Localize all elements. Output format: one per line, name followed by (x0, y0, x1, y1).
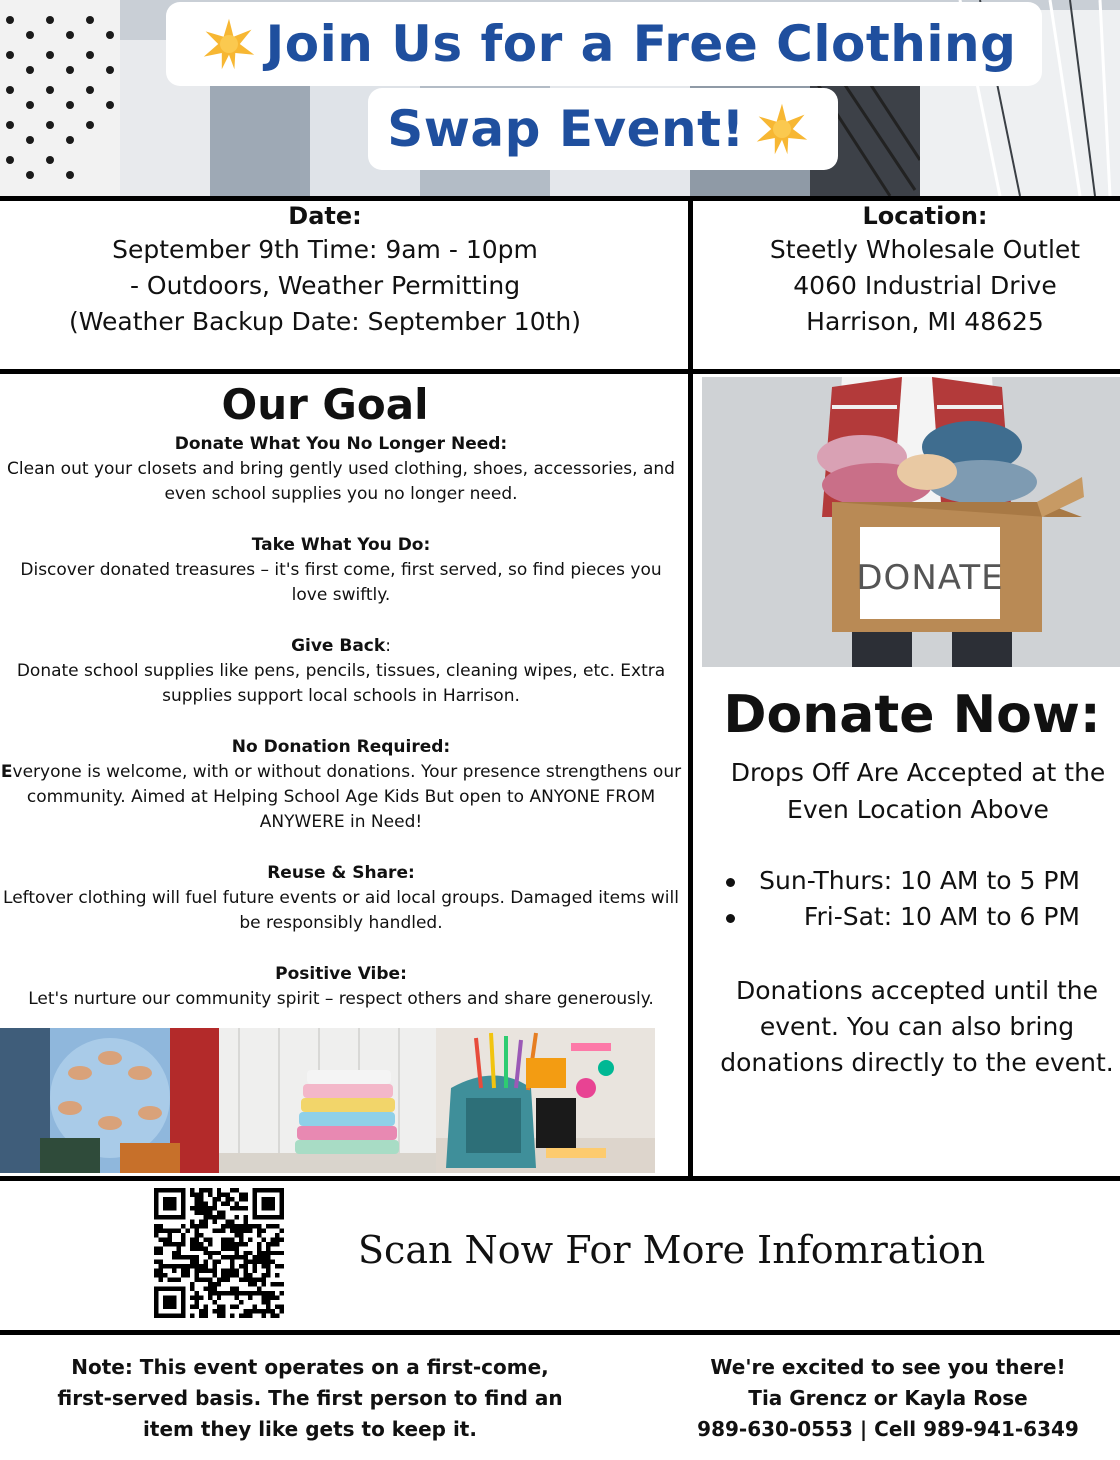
footer-note (40, 1352, 580, 1445)
goal-section (0, 735, 682, 835)
accepted-line: donations directly to the event. (720, 1048, 1114, 1077)
goal-section-body: Discover donated treasures – it's first come, first served, so find pieces you love swiftly. (20, 560, 662, 605)
goal-section (0, 861, 682, 936)
goal-section-body: Clean out your closets and bring gently used clothing, shoes, accessories, and even school supplies you no longer need. (7, 459, 675, 504)
donate-box-illustration (702, 377, 1120, 667)
goal-section-body: Donate school supplies like pens, pencils, tissues, cleaning wipes, etc. Extra supplies support local schools in Harrison. (16, 661, 666, 706)
goal-section-heading-suffix: : (385, 636, 391, 656)
goal-list (0, 432, 682, 1038)
bullet-icon (726, 878, 735, 887)
donations-accepted-info (712, 973, 1120, 1081)
drop-off-line: Drops Off Are Accepted at the (730, 758, 1106, 787)
school-supplies-photo (436, 1028, 655, 1173)
footer-contact-line: Tia Grencz or Kayla Rose (748, 1386, 1028, 1410)
location-block (718, 200, 1120, 340)
date-line: - Outdoors, Weather Permitting (129, 271, 521, 300)
donate-box-photo (702, 377, 1120, 667)
footer-note-line: Note: This event operates on a first-come, (71, 1355, 549, 1379)
event-title-line-1: Join Us for a Free Clothing (265, 15, 1017, 73)
goal-section-body-lead: E (0, 762, 13, 782)
footer-contact (680, 1352, 1096, 1445)
hours-text: Fri-Sat: 10 AM to 6 PM (803, 902, 1080, 931)
divider-scan-bottom (0, 1330, 1120, 1335)
date-heading: Date: (288, 202, 362, 230)
footer-note-line: item they like gets to keep it. (143, 1417, 477, 1441)
accepted-line: Donations accepted until the (736, 976, 1098, 1005)
goal-section-body: Leftover clothing will fuel future events or aid local groups. Damaged items will be responsibly handled. (3, 888, 679, 933)
header-banner (0, 0, 1120, 196)
star-icon (755, 102, 809, 156)
donate-now-title: Donate Now: (723, 685, 1101, 745)
goal-section (0, 634, 682, 709)
goal-section-body-text: veryone is welcome, with or without donations. Your presence strengthens our community. Aimed at Helping School Age Kids But open to ANYONE FROM ANYWERE in Need! (12, 762, 682, 832)
goal-title: Our Goal (221, 380, 429, 429)
hours-text: Sun-Thurs: 10 AM to 5 PM (759, 866, 1080, 895)
bullet-icon (726, 914, 735, 923)
location-line: Harrison, MI 48625 (806, 307, 1044, 336)
date-line: (Weather Backup Date: September 10th) (68, 307, 581, 336)
goal-section-heading-text: Give Back (291, 636, 386, 656)
goal-section-body: Let's nurture our community spirit – respect others and share generously. (28, 989, 654, 1009)
event-title-line-2: Swap Event! (387, 100, 745, 158)
goal-section-heading: Take What You Do: (251, 535, 431, 555)
title-line-2-box (368, 88, 838, 170)
divider-info (0, 369, 1120, 374)
drop-off-info (712, 754, 1120, 828)
hours-item (722, 899, 1120, 935)
goal-section-body (0, 760, 682, 835)
goal-section-heading: No Donation Required: (231, 737, 451, 757)
goal-section-heading: Positive Vibe: (275, 964, 407, 984)
hours-item (722, 863, 1120, 899)
location-heading: Location: (862, 202, 988, 230)
divider-mid-vertical (688, 201, 693, 1177)
goal-section-heading: Reuse & Share: (267, 863, 415, 883)
goal-section (0, 432, 682, 507)
goal-section-heading (0, 634, 682, 659)
location-line: 4060 Industrial Drive (793, 271, 1057, 300)
date-block (0, 200, 650, 340)
footer-contact-line: We're excited to see you there! (710, 1355, 1066, 1379)
goal-section-heading: Donate What You No Longer Need: (174, 434, 508, 454)
divider-content-bottom (0, 1176, 1120, 1181)
date-line: September 9th Time: 9am - 10pm (112, 235, 538, 264)
title-line-1-box (166, 2, 1042, 86)
location-line: Steetly Wholesale Outlet (769, 235, 1081, 264)
scan-prompt: Scan Now For More Infomration (358, 1228, 986, 1272)
goal-section (0, 962, 682, 1012)
footer-note-line: first-served basis. The first person to find an (57, 1386, 563, 1410)
qr-code[interactable] (154, 1188, 284, 1318)
footer-contact-line: 989-630-0553 | Cell 989-941-6349 (697, 1417, 1079, 1441)
drop-off-line: Even Location Above (787, 795, 1049, 824)
star-icon (202, 17, 256, 71)
goal-section (0, 533, 682, 608)
donate-box-label: DONATE (856, 558, 1004, 598)
folded-clothes-photo (219, 1028, 436, 1173)
accepted-line: event. You can also bring (759, 1012, 1075, 1041)
drop-off-hours (722, 863, 1120, 935)
community-hands-photo (0, 1028, 219, 1173)
